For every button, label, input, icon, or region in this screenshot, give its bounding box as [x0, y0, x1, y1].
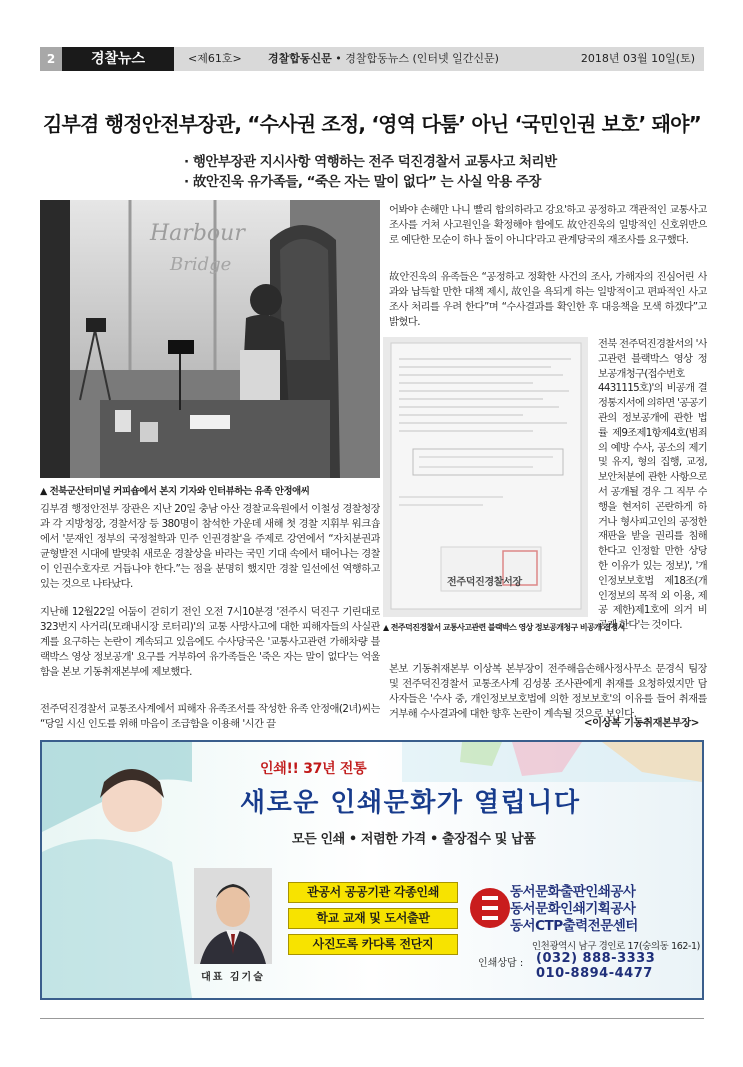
ad-tagline: 인쇄!! 37년 전통 — [260, 761, 367, 777]
bottom-rule — [40, 1018, 704, 1019]
article-byline — [584, 714, 699, 729]
interview-photo-illustration — [40, 200, 380, 478]
article-paragraph: 어봐야 손해만 나니 빨리 합의하라고 강요'하고 공정하고 객관적인 교통사고 조사를 거쳐 사고원인을 확정해야 함에도 故안진욱의 일방적인 신호위반으로 예단한 모순이 하나 둘이 아니다'라고 관계당국의 재조사를 요구했다. — [389, 204, 707, 246]
paper-name — [268, 47, 499, 71]
disclosure-document-image — [383, 337, 588, 617]
article-headline: 김부겸 행정안전부장관, “수사권 조정, ‘영역 다툼’ 아닌 ‘국민인권 보호’ 돼야” — [42, 112, 702, 136]
article-paragraph: 지난해 12월22일 어둠이 걷히기 전인 오전 7시10분경 '전주시 덕진구 기린대로 323번지 사거리(모래내시장 로터리)'의 교통 사망사고에 대한 피해자들의 사실관계를 요구하는 논란이 계속되고 있음에도 수사당국은 '교통사고관련 가해차량 블랙박스 영상 정보공개' 요구를 거부하여 유가족들은 '죽은 자는 말이 없다'는 억울함을 본보 기동취재본부에 제보했다. — [40, 606, 380, 678]
page-number: 2 — [40, 47, 62, 71]
portrait-illustration — [194, 868, 272, 964]
article-subheadline-1: · 행안부장관 지시사항 역행하는 전주 덕진경찰서 교통사고 처리반 — [184, 154, 557, 170]
paper-name-sub: • 경찰합동뉴스 (인터넷 일간신문) — [335, 52, 499, 65]
article-paragraph: 김부겸 행정안전부 장관은 지난 20일 충남 아산 경찰교육원에서 이철성 경찰청장과 각 지방청장, 경찰서장 등 380명이 참석한 가운데 새해 첫 경찰 지휘부 워크숍에서 '문재인 정부의 국정철학과 민주 인권경찰'을 주제로 강연에서 “자치분권과 균형발전 시대에 발맞춰 새로운 경찰상을 바라는 국민 기대 속에서 태어나는 경찰이 인권수호자로 거듭나야 한다.”는 점을 분명히 했지만 경찰 일선에선 역행하고 있는 것으로 나타났다. — [40, 503, 380, 590]
interview-photo — [40, 200, 380, 478]
representative-portrait — [194, 868, 272, 964]
representative-name: 대표 김기술 — [201, 972, 265, 983]
article-paragraph: 전주덕진경찰서 교통조사계에서 피해자 유족조서를 작성한 유족 안정애(2녀)씨는 “당일 시신 인도를 위해 마음이 조급함을 이용해 '시간 끌 — [40, 703, 380, 730]
company-name: 동서문화출판인쇄공사 — [510, 884, 636, 900]
article-paragraph: 본보 기동취재본부 이상복 본부장이 전주해음손해사정사무소 문경식 팀장 및 전주덕진경찰서 교통조사계 김성봉 조사관에게 취재를 요청하였지만 담사자들은 '수사 중, 개인정보보호법에 의한 정보보호'의 이유를 들어 취재를 거부해 수사결과에 대한 향후 논란이 계속될 것으로 보인다. — [389, 663, 707, 720]
phone-number: 010-8894-4477 — [536, 966, 653, 981]
phone-label: 인쇄상담 : — [478, 958, 524, 969]
company-name: 동서문화인쇄기획공사 — [510, 901, 636, 917]
ad-service-school-books: 학교 교재 및 도서출판 — [288, 908, 458, 929]
ad-service-government-printing: 관공서 공공기관 각종인쇄 — [288, 882, 458, 903]
printing-advertisement — [40, 740, 704, 1000]
paper-name-main: 경찰합동신문 — [268, 52, 332, 65]
company-address: 인천광역시 남구 경인로 17(숭의동 162-1) — [531, 941, 700, 952]
article-subheadline-2: · 故안진욱 유가족들, “죽은 자는 말이 없다” 는 사실 악용 주장 — [184, 174, 541, 190]
document-caption: ▲ 전주덕진경찰서 교통사고관련 블랙박스 영상 정보공개청구 비공개 결정서 — [383, 623, 625, 632]
article-paragraph: 전북 전주덕진경찰서의 '사고관련 블랙박스 영상 정보공개청구(접수번호 4431115호)'의 비공개 결정통지서에 의하면 '공공기관의 정보공개에 관한 법률 제9조제1항제4호(범죄의 예방 수사, 공소의 제기 및 유지, 형의 집행, 교정, 보안처분에 관한 사항으로서 공개될 경우 그 직무 수행을 현저히 곤란하게 하거나 형사피고인의 공정한 재판을 받을 권리를 침해한다고 인정할 만한 상당한 이유가 있는 정보)', '개인정보보호법 제18조(개인정보의 목적 외 이용, 제공 제한)제1호에 의거 비공개 한다'는 것이다. — [598, 338, 707, 632]
svg-text:Bridge: Bridge — [170, 254, 232, 275]
photo-caption: ▲ 전북군산터미널 커피숍에서 본지 기자와 인터뷰하는 유족 안정애씨 — [40, 486, 310, 497]
phone-number: (032) 888-3333 — [536, 951, 656, 966]
newspaper-logo: 경찰뉴스 — [62, 47, 174, 71]
ad-headline: 새로운 인쇄문화가 열립니다 — [240, 788, 581, 818]
company-name: 동서CTP출력전문센터 — [510, 918, 638, 934]
byline-text: <이상복 기동취재본부장> — [583, 717, 699, 729]
issue-number: <제61호> — [188, 52, 242, 65]
ad-service-catalogs-flyers: 사진도록 카다록 전단지 — [288, 934, 458, 955]
document-stamp-text: 전주덕진경찰서장 — [447, 577, 522, 588]
svg-text:Harbour: Harbour — [150, 221, 245, 246]
issue-date: 2018년 03월 10일(토) — [580, 52, 695, 65]
article-paragraph: 故안진욱의 유족들은 “공정하고 정확한 사건의 조사, 가해자의 진심어린 사과와 납득할 만한 대책 제시, 故인을 욕되게 하는 일방적이고 편파적인 사고조사 처리를 우려 한다”며 “수사결과를 확인한 후 대응책을 모색 하겠다”고 밝혔다. — [389, 271, 707, 328]
ad-services: 모든 인쇄 • 저렴한 가격 • 출장접수 및 납품 — [292, 832, 536, 847]
